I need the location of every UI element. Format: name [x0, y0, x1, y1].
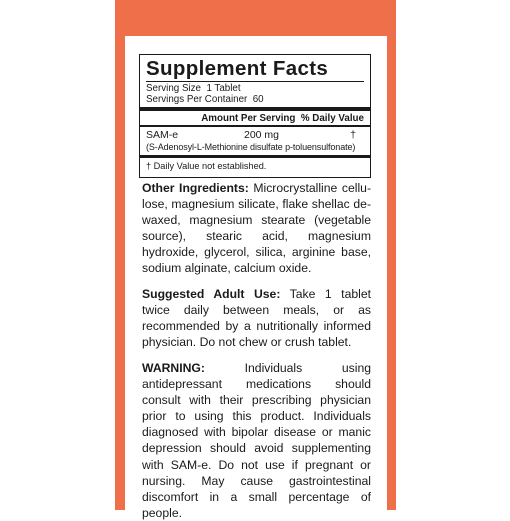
amount-header: Amount Per Serving % Daily Value [201, 113, 364, 124]
accent-top-band [115, 0, 396, 36]
supplement-facts-title: Supplement Facts [146, 57, 329, 80]
nutrient-daily-value: † [350, 129, 356, 141]
nutrient-row [146, 129, 364, 142]
divider [146, 81, 364, 82]
suggested-use-text: Take 1 tablet twice daily between meals, or as recommended by a nutritionally informed physician. Do not chew or crush tablet. [142, 287, 371, 350]
other-ingredients-heading: Other Ingredients: [142, 181, 249, 195]
divider-thick [140, 107, 370, 111]
suggested-use [142, 286, 371, 350]
nutrient-amount: 200 mg [244, 129, 280, 141]
divider-thick [140, 155, 370, 158]
nutrient-description: (S-Adenosyl-L-Methionine disulfate p-toluensulfonate) [146, 142, 356, 152]
other-ingredients-text: Microcrystalline cellulose, magnesium silicate, flake shellac dewaxed, magnesium stearate (vegetable source), stearic acid, magnesium hydroxide, glycerol, silica, arginine base, sodium alginate, calcium oxide. [142, 181, 371, 276]
nutrient-name: SAM-e [146, 129, 179, 141]
divider [140, 125, 370, 127]
warning [142, 360, 371, 521]
daily-value-footnote: † Daily Value not established. [146, 161, 267, 171]
supplement-facts-box [139, 54, 371, 178]
warning-text: Individuals using antidepressant medications should consult with their prescribing physician prior to using this product. Individuals diagnosed with bipolar disease or manic depression should avoid supplementing with SAM-e. Do not use if pregnant or nursing. May cause gastrointestinal discomfort in a small percentage of people. [142, 361, 371, 520]
accent-stripe-left [115, 0, 125, 510]
warning-heading: WARNING: [142, 361, 205, 375]
suggested-use-heading: Suggested Adult Use: [142, 287, 281, 301]
accent-stripe-right [387, 0, 396, 510]
other-ingredients [142, 180, 371, 277]
servings-per-container: Servings Per Container 60 [146, 94, 264, 105]
serving-size: Serving Size 1 Tablet [146, 83, 241, 94]
